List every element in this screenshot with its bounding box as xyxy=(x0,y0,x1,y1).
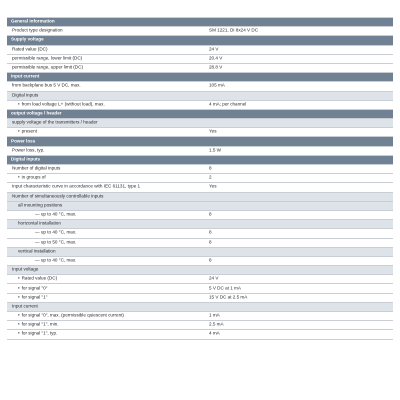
section-title: General information xyxy=(11,18,55,24)
row-value: 20.4 V xyxy=(209,55,223,61)
section-title: Supply voltage xyxy=(11,37,44,43)
subgroup-row xyxy=(7,266,393,275)
section-title: Input current xyxy=(11,73,40,79)
row-value: 4 mA xyxy=(209,331,220,337)
section-header xyxy=(7,18,393,27)
subgroup-row xyxy=(7,119,393,128)
table-row xyxy=(7,294,393,303)
row-value: Yes xyxy=(209,129,217,135)
row-label: horizontal installation xyxy=(18,220,61,226)
table-row xyxy=(7,128,393,137)
section-header xyxy=(7,73,393,82)
row-label: • for signal "0" xyxy=(18,286,47,291)
subgroup-row xyxy=(7,193,393,202)
spec-table xyxy=(7,17,393,340)
subgroup-row xyxy=(7,92,393,101)
row-label: • for signal "0", max. (permissible quiescent current) xyxy=(18,314,124,319)
row-label: from backplane bus 5 V DC, max. xyxy=(12,83,81,89)
row-label: Input current xyxy=(12,303,38,309)
section-header xyxy=(7,156,393,165)
section-title: Digital inputs xyxy=(11,156,41,162)
row-label: Input voltage xyxy=(12,266,39,272)
row-label: • from load voltage L+ (without load), max. xyxy=(18,102,105,107)
row-value: Yes xyxy=(209,184,217,190)
row-value: 5 V DC at 1 mA xyxy=(209,285,241,291)
row-value: 105 mA xyxy=(209,83,225,89)
section-title: Power loss xyxy=(11,138,36,144)
table-row xyxy=(7,46,393,55)
row-label: vertical installation xyxy=(18,248,56,254)
table-row xyxy=(7,27,393,36)
row-label: Number of digital inputs xyxy=(12,165,61,171)
row-label: • for signal "1", typ. xyxy=(18,332,57,337)
table-row xyxy=(7,82,393,91)
table-row xyxy=(7,211,393,220)
table-row xyxy=(7,174,393,183)
row-value: 8 xyxy=(209,257,212,263)
row-label: • in groups of xyxy=(18,176,46,181)
row-label: Number of simultaneously controllable inputs xyxy=(12,193,104,199)
table-row xyxy=(7,183,393,192)
table-row xyxy=(7,229,393,238)
row-value: 24 V xyxy=(209,46,219,52)
row-value: 24 V xyxy=(209,276,219,282)
row-label: • for signal "1", min. xyxy=(18,323,59,328)
table-row xyxy=(7,147,393,156)
table-row xyxy=(7,55,393,64)
section-title: output voltage / header xyxy=(11,110,62,116)
table-row xyxy=(7,165,393,174)
row-label: all mounting positions xyxy=(18,202,63,208)
row-value: SM 1221, DI 8x24 V DC xyxy=(209,27,259,33)
table-row xyxy=(7,64,393,73)
subgroup-row xyxy=(7,202,393,211)
row-label: — up to 40 °C, max. xyxy=(35,257,77,263)
row-label: • present xyxy=(18,130,37,135)
row-label: — up to 40 °C, max. xyxy=(35,211,77,217)
table-row xyxy=(7,101,393,110)
table-row xyxy=(7,239,393,248)
row-value: 28.8 V xyxy=(209,64,223,70)
row-value: 8 xyxy=(209,211,212,217)
row-label: permissible range, lower limit (DC) xyxy=(12,55,83,61)
table-row xyxy=(7,321,393,330)
row-label: — up to 50 °C, max. xyxy=(35,239,77,245)
table-row xyxy=(7,284,393,293)
row-label: permissible range, upper limit (DC) xyxy=(12,64,83,70)
row-label: Input characteristic curve in accordance with IEC 61131, type 1 xyxy=(12,184,141,190)
row-value: 1 mA xyxy=(209,312,220,318)
row-value: 2.5 mA xyxy=(209,321,224,327)
section-header xyxy=(7,110,393,119)
row-value: 8 xyxy=(209,230,212,236)
row-label: Rated value (DC) xyxy=(12,46,48,52)
table-row xyxy=(7,330,393,339)
row-label: • Rated value (DC) xyxy=(18,277,57,282)
row-value: 1.5 W xyxy=(209,147,221,153)
row-label: Digital inputs xyxy=(12,92,39,98)
row-value: 15 V DC at 2.5 mA xyxy=(209,294,248,300)
row-label: supply voltage of the transmitters / header xyxy=(12,119,98,125)
subgroup-row xyxy=(7,303,393,312)
table-row xyxy=(7,312,393,321)
row-value: 4 mA; per channel xyxy=(209,101,247,107)
row-value: 2 xyxy=(209,174,212,180)
section-header xyxy=(7,137,393,146)
row-label: Product type designation xyxy=(12,27,63,33)
subgroup-row xyxy=(7,248,393,257)
table-row xyxy=(7,257,393,266)
section-header xyxy=(7,36,393,45)
subgroup-row xyxy=(7,220,393,229)
row-label: • for signal "1" xyxy=(18,295,47,300)
row-value: 8 xyxy=(209,165,212,171)
row-label: — up to 40 °C, max. xyxy=(35,230,77,236)
row-value: 8 xyxy=(209,239,212,245)
row-label: Power loss, typ. xyxy=(12,147,45,153)
table-row xyxy=(7,275,393,284)
